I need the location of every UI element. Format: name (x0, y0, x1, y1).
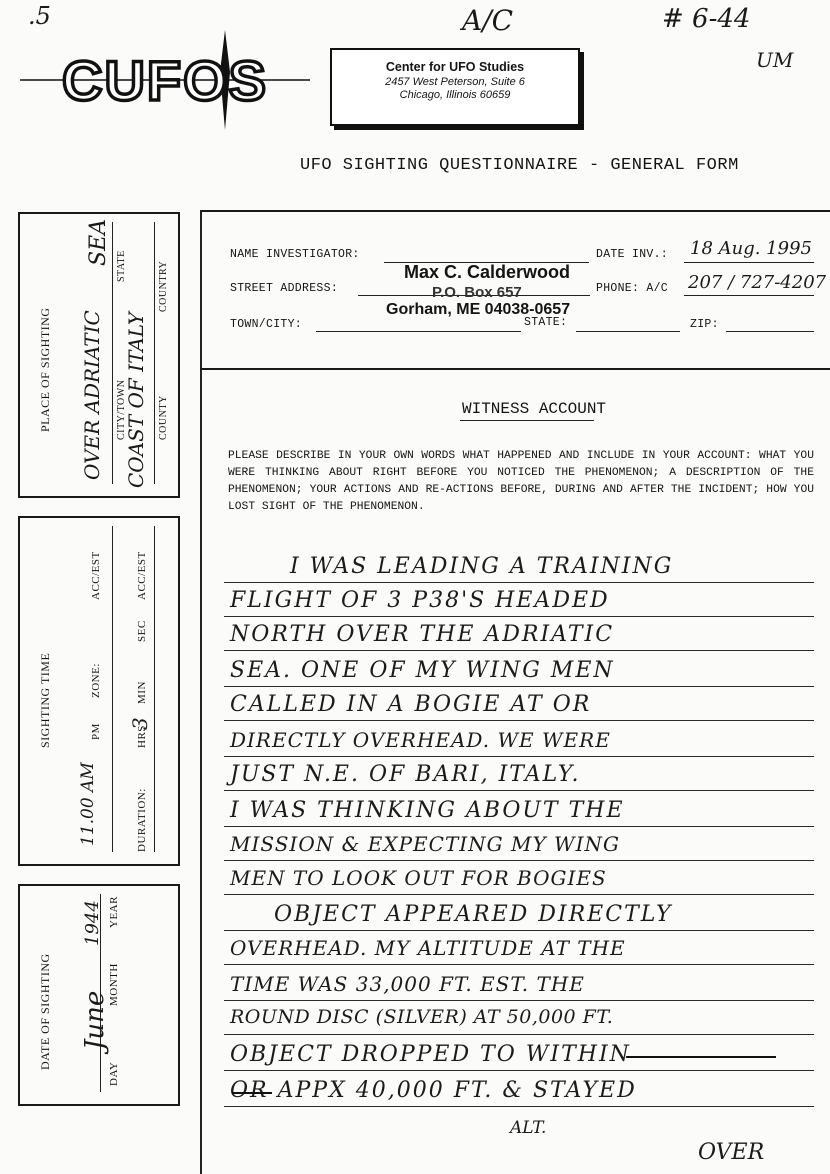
zip-label: ZIP: (690, 318, 719, 331)
place-state-label: STATE (116, 250, 127, 282)
time-pm-label: PM (90, 723, 102, 740)
witness-line-1: I WAS LEADING A TRAINING (290, 554, 674, 579)
duration-hrs-label: HRS (136, 725, 148, 748)
witness-account-heading: WITNESS ACCOUNT (462, 400, 607, 418)
form-title: UFO SIGHTING QUESTIONNAIRE - GENERAL FORM (300, 156, 739, 175)
date-month-value: June (80, 990, 110, 1050)
margin-mark-number: # 6-44 (662, 4, 751, 34)
witness-line-15: OBJECT DROPPED TO WITHIN (230, 1042, 631, 1067)
margin-mark-initials: UM (756, 48, 794, 72)
alt-note: ALT. (510, 1118, 547, 1138)
center-address-box (330, 48, 580, 126)
place-county-label: COUNTY (158, 395, 169, 440)
investigator-bottom-border (200, 368, 830, 370)
place-state-value: SEA (86, 218, 111, 266)
phone-value: 207 / 727-4207 (688, 272, 827, 293)
street-address-label: STREET ADDRESS: (230, 282, 339, 295)
place-country-label: COUNTRY (158, 260, 169, 312)
margin-mark-top-left: .5 (28, 2, 51, 30)
strikethrough-within (626, 1056, 776, 1058)
phone-label: PHONE: A/C (596, 282, 669, 295)
date-day-label: DAY (108, 1061, 120, 1086)
date-year-label: YEAR (108, 896, 120, 928)
witness-line-12: OVERHEAD. MY ALTITUDE AT THE (230, 936, 626, 960)
cufos-logo (20, 30, 310, 130)
investigator-name-value: Max C. Calderwood (404, 262, 571, 282)
witness-line-7: JUST N.E. OF BARI, ITALY. (230, 762, 581, 787)
town-city-label: TOWN/CITY: (230, 318, 303, 331)
place-county-value: COAST OF ITALY (124, 312, 148, 488)
date-year-value: 1944 (82, 900, 103, 946)
duration-min-value: 3 (128, 717, 152, 730)
witness-line-6: DIRECTLY OVERHEAD. WE WERE (230, 728, 611, 752)
town-city-value: Gorham, ME 04038-0657 (386, 301, 571, 318)
witness-line-5: CALLED IN A BOGIE AT OR (230, 692, 592, 717)
witness-line-14: ROUND DISC (SILVER) AT 50,000 FT. (230, 1006, 614, 1028)
witness-line-10: MEN TO LOOK OUT FOR BOGIES (230, 866, 607, 890)
place-city-label: CITY/TOWN (116, 379, 127, 440)
witness-line-3: NORTH OVER THE ADRIATIC (230, 622, 615, 647)
duration-min-label: MIN (136, 681, 148, 704)
center-name: Center for UFO Studies (385, 60, 525, 74)
time-value: 11.00 AM (78, 762, 98, 846)
date-inv-value: 18 Aug. 1995 (690, 238, 812, 259)
strikethrough-or (232, 1092, 272, 1094)
date-month-label: MONTH (108, 963, 120, 1006)
date-heading: DATE OF SIGHTING (38, 953, 52, 1070)
time-acc-label-2: ACC/EST (136, 551, 148, 600)
investigator-top-border (200, 210, 830, 212)
logo-text: CUFOS (62, 49, 268, 112)
margin-mark-ac: A/C (462, 4, 514, 37)
form-left-border (200, 210, 202, 1174)
time-zone-label: ZONE: (90, 663, 102, 698)
time-acc-label-1: ACC/EST (90, 551, 102, 600)
place-city-value: OVER ADRIATIC (80, 310, 104, 480)
witness-line-11: OBJECT APPEARED DIRECTLY (274, 902, 673, 927)
duration-label: DURATION: (136, 788, 148, 852)
street-address-value: P.O. Box 657 (432, 284, 522, 301)
witness-line-4: SEA. ONE OF MY WING MEN (230, 658, 615, 683)
center-address-line-1: 2457 West Peterson, Suite 6 (385, 76, 525, 88)
duration-sec-label: SEC (136, 620, 148, 642)
time-heading: SIGHTING TIME (38, 652, 52, 748)
date-inv-label: DATE INV.: (596, 248, 669, 261)
place-heading: PLACE OF SIGHTING (38, 307, 52, 432)
witness-line-16: OR APPX 40,000 FT. & STAYED (230, 1078, 637, 1103)
witness-line-9: MISSION & EXPECTING MY WING (230, 832, 620, 856)
witness-instructions: PLEASE DESCRIBE IN YOUR OWN WORDS WHAT HAPPENED AND INCLUDE IN YOUR ACCOUNT: WHAT YOU WERE THINKING ABOUT RIGHT BEFORE YOU NOTICED THE PHENOMENON; A DESCRIPTION OF THE PHENOMENON; YOUR ACTIONS AND RE-ACTIONS BEFORE, DURING AND AFTER THE INCIDENT; HOW YOU LOST SIGHT OF THE PHENOMENON. (228, 450, 814, 513)
name-investigator-label: NAME INVESTIGATOR: (230, 248, 360, 261)
over-note: OVER (698, 1140, 765, 1165)
witness-line-8: I WAS THINKING ABOUT THE (230, 798, 625, 823)
center-address-line-2: Chicago, Illinois 60659 (399, 89, 511, 101)
witness-line-13: TIME WAS 33,000 FT. EST. THE (230, 972, 585, 996)
state-label: STATE: (524, 316, 568, 329)
witness-line-2: FLIGHT OF 3 P38'S HEADED (230, 588, 610, 613)
